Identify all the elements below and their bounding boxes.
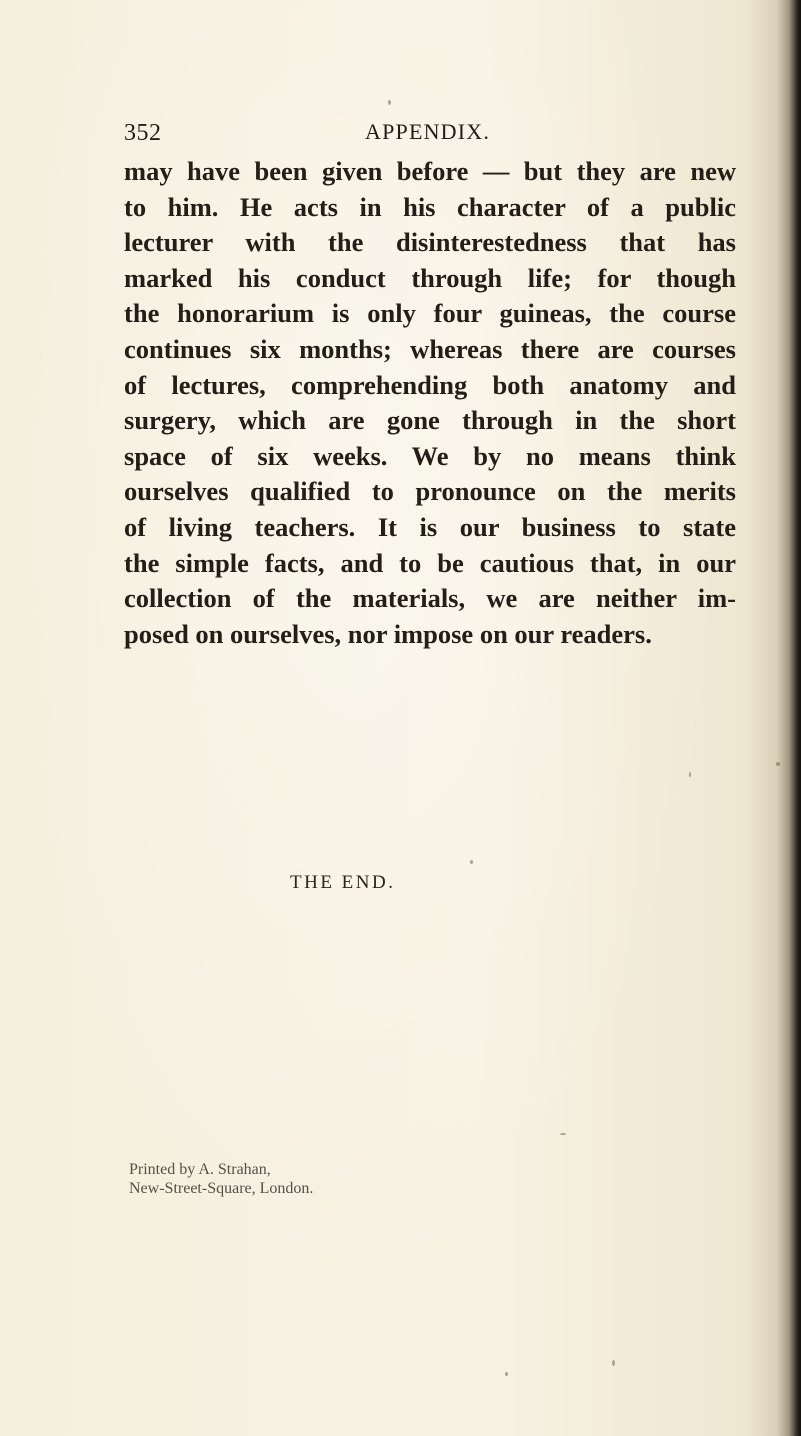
text-line: the honorarium is only four guineas, the course — [124, 298, 736, 329]
text-line: collection of the materials, we are neither im- — [124, 583, 736, 614]
text-line: posed on ourselves, nor impose on our readers. — [124, 618, 652, 649]
text-line: continues six months; whereas there are courses — [124, 333, 736, 364]
text-line: ourselves qualified to pronounce on the merits — [124, 476, 736, 507]
paper-speck — [689, 772, 691, 777]
running-head — [124, 116, 709, 150]
printer-imprint — [129, 1160, 313, 1198]
text-line: surgery, which are gone through in the short — [124, 405, 736, 436]
paper-speck — [776, 762, 780, 766]
page-number: 352 — [124, 120, 162, 146]
text-line: may have been given before — but they are new — [124, 156, 736, 186]
spine-shadow — [789, 0, 801, 1436]
running-head-title: APPENDIX. — [365, 119, 491, 144]
paper-speck — [470, 860, 473, 864]
imprint-line: New-Street-Square, London. — [129, 1180, 314, 1197]
text-line: lecturer with the disinterestedness that has — [124, 227, 736, 258]
text-line: of lectures, comprehending both anatomy and — [124, 369, 736, 400]
paper-speck — [505, 1372, 508, 1376]
imprint-line: Printed by A. Strahan, — [129, 1161, 271, 1178]
text-line: of living teachers. It is our business to state — [124, 511, 736, 542]
body-paragraph — [124, 154, 736, 652]
the-end-heading: THE END. — [290, 872, 396, 893]
paper-speck — [560, 1133, 566, 1135]
paper-speck — [612, 1360, 615, 1366]
text-line: to him. He acts in his character of a public — [124, 191, 736, 222]
text-line: marked his conduct through life; for though — [124, 262, 736, 293]
paper-speck — [388, 100, 391, 105]
text-line: space of six weeks. We by no means think — [124, 440, 736, 471]
text-line: the simple facts, and to be cautious that, in our — [124, 547, 736, 578]
